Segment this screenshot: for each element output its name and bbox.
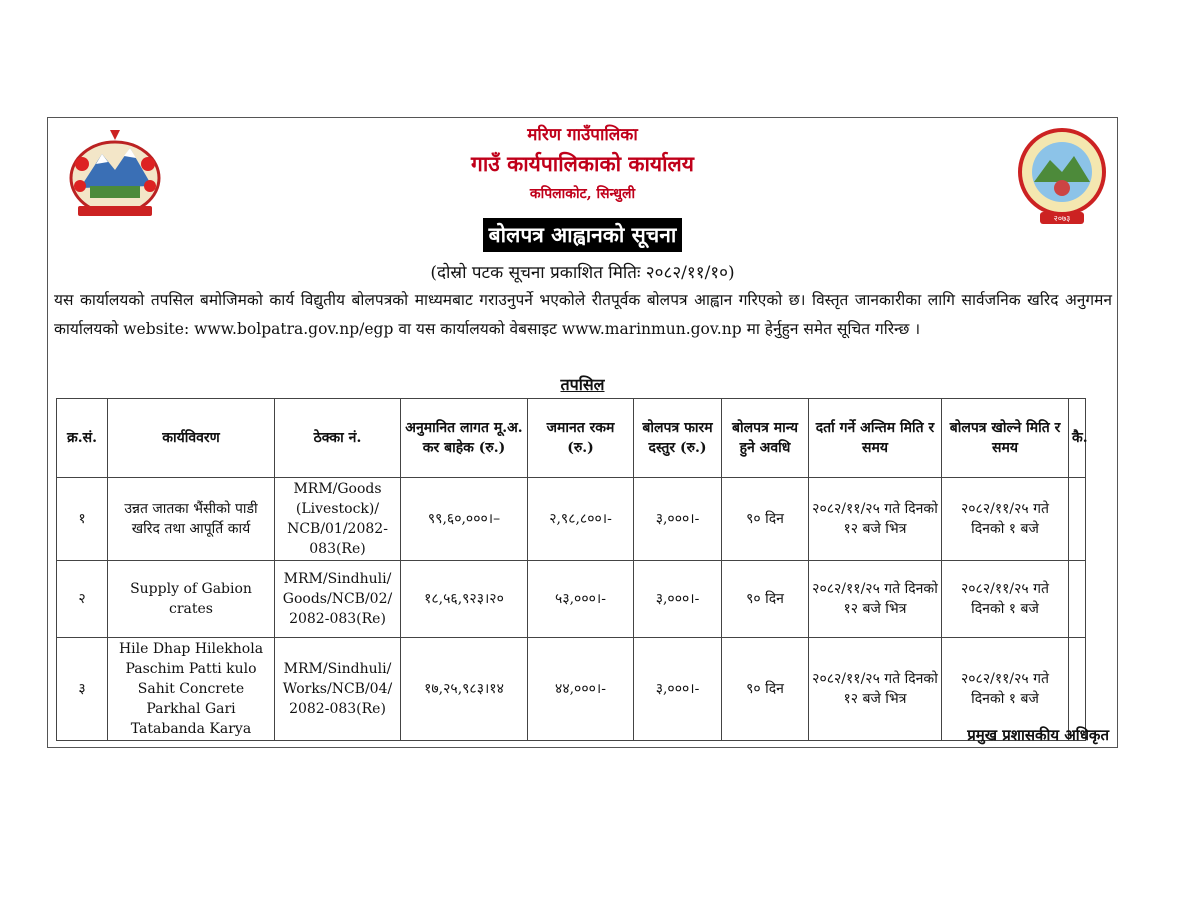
cell-last-date: २०८२/११/२५ गते दिनको १२ बजे भित्र bbox=[809, 478, 942, 561]
cell-validity: ९० दिन bbox=[722, 561, 809, 638]
publication-date: (दोस्रो पटक सूचना प्रकाशित मितिः २०८२/११/१०) bbox=[430, 263, 735, 283]
municipality-seal-logo bbox=[1016, 126, 1108, 226]
bid-schedule-table bbox=[56, 398, 1086, 741]
office-name: गाउँ कार्यपालिकाको कार्यालय bbox=[471, 151, 694, 176]
cell-contract-no: MRM/Goods (Livestock)/ NCB/01/2082-083(Re) bbox=[275, 478, 401, 561]
header-contract-no: ठेक्का नं. bbox=[275, 399, 401, 478]
cell-form-fee: ३,०००।- bbox=[634, 561, 722, 638]
cell-security: ४४,०००।- bbox=[528, 638, 634, 741]
cell-contract-no: MRM/Sindhuli/ Works/NCB/04/ 2082-083(Re) bbox=[275, 638, 401, 741]
cell-cost: ९९,६०,०००।– bbox=[401, 478, 528, 561]
office-address: कपिलाकोट, सिन्धुली bbox=[529, 186, 636, 202]
notice-body: यस कार्यालयको तपसिल बमोजिमको कार्य विद्युतीय बोलपत्रको माध्यमबाट गराउनुपर्ने भएकोले रीतपूर्वक बोलपत्र आह्वान गरिएको छ। विस्तृत जानकारीका लागि सार्वजनिक खरिद अनुगमन कार्यालयको website: www.bolpatra.gov.np/egp वा यस कार्यालयको वेबसाइट www.marinmun.gov.np मा हेर्नुहुन समेत सूचित गरिन्छ । bbox=[54, 291, 1112, 338]
table-row bbox=[57, 478, 1086, 561]
header-opening-date: बोलपत्र खोल्ने मिति र समय bbox=[942, 399, 1069, 478]
schedule-label: तपसिल bbox=[560, 375, 605, 394]
header-estimated-cost: अनुमानित लागत मू.अ. कर बाहेक (रु.) bbox=[401, 399, 528, 478]
cell-description: Supply of Gabion crates bbox=[108, 561, 275, 638]
notice-title: बोलपत्र आह्वानको सूचना bbox=[483, 218, 683, 252]
title-wrapper bbox=[48, 218, 1117, 252]
cell-description: उन्नत जातका भैंसीको पाडी खरिद तथा आपूर्ति कार्य bbox=[108, 478, 275, 561]
header-sn: क्र.सं. bbox=[57, 399, 108, 478]
cell-form-fee: ३,०००।- bbox=[634, 478, 722, 561]
cell-remarks bbox=[1069, 561, 1086, 638]
header-form-fee: बोलपत्र फारम दस्तुर (रु.) bbox=[634, 399, 722, 478]
cell-description: Hile Dhap Hilekhola Paschim Patti kulo Sahit Concrete Parkhal Gari Tatabanda Karya bbox=[108, 638, 275, 741]
header-security-amount: जमानत रकम (रु.) bbox=[528, 399, 634, 478]
cell-validity: ९० दिन bbox=[722, 638, 809, 741]
header-validity: बोलपत्र मान्य हुने अवधि bbox=[722, 399, 809, 478]
signature-title: प्रमुख प्रशासकीय अधिकृत bbox=[967, 726, 1109, 744]
cell-last-date: २०८२/११/२५ गते दिनको १२ बजे भित्र bbox=[809, 638, 942, 741]
table-header-row bbox=[57, 399, 1086, 478]
seal-year: २०७३ bbox=[1053, 214, 1071, 223]
header-description: कार्यविवरण bbox=[108, 399, 275, 478]
cell-sn: १ bbox=[57, 478, 108, 561]
cell-opening-date: २०८२/११/२५ गते दिनको १ बजे bbox=[942, 561, 1069, 638]
cell-contract-no: MRM/Sindhuli/ Goods/NCB/02/ 2082-083(Re) bbox=[275, 561, 401, 638]
cell-security: ५३,०००।- bbox=[528, 561, 634, 638]
table-row bbox=[57, 561, 1086, 638]
cell-remarks bbox=[1069, 478, 1086, 561]
cell-last-date: २०८२/११/२५ गते दिनको १२ बजे भित्र bbox=[809, 561, 942, 638]
table-row bbox=[57, 638, 1086, 741]
cell-validity: ९० दिन bbox=[722, 478, 809, 561]
cell-opening-date: २०८२/११/२५ गते दिनको १ बजे bbox=[942, 478, 1069, 561]
cell-sn: ३ bbox=[57, 638, 108, 741]
cell-form-fee: ३,०००।- bbox=[634, 638, 722, 741]
municipality-name: मरिण गाउँपालिका bbox=[527, 125, 638, 145]
cell-security: २,९८,८००।- bbox=[528, 478, 634, 561]
cell-cost: १८,५६,९२३।२० bbox=[401, 561, 528, 638]
cell-cost: १७,२५,९८३।१४ bbox=[401, 638, 528, 741]
cell-opening-date: २०८२/११/२५ गते दिनको १ बजे bbox=[942, 638, 1069, 741]
cell-sn: २ bbox=[57, 561, 108, 638]
header-last-date: दर्ता गर्ने अन्तिम मिति र समय bbox=[809, 399, 942, 478]
header-remarks: कै. bbox=[1069, 399, 1086, 478]
notice-document bbox=[47, 117, 1118, 748]
